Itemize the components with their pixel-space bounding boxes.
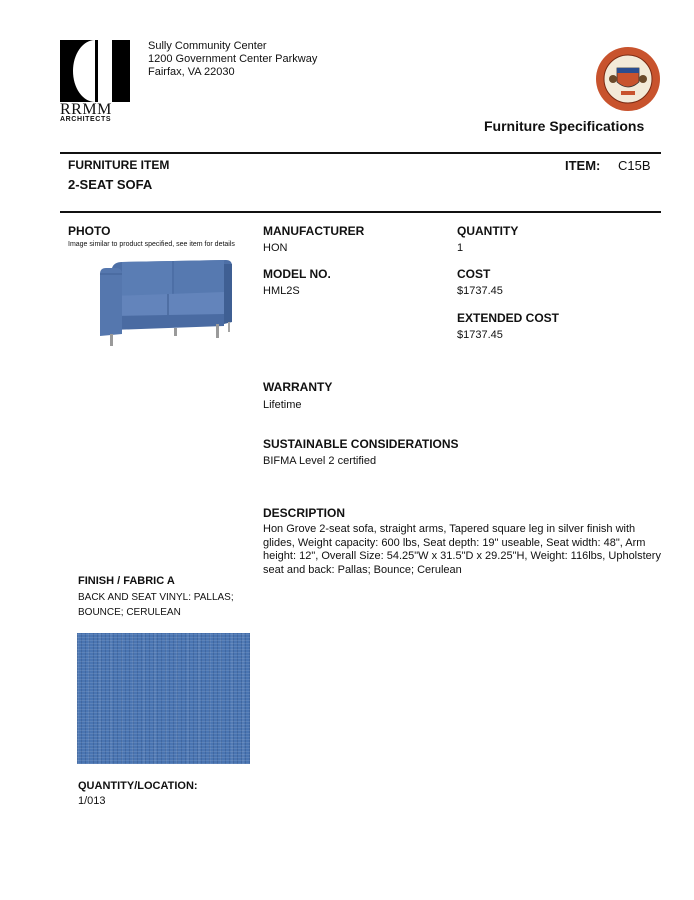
furniture-item-name: 2-SEAT SOFA — [68, 177, 153, 192]
cost-value: $1737.45 — [457, 285, 503, 297]
item-code-label: ITEM: — [565, 158, 601, 173]
logo-mark-icon — [60, 40, 130, 102]
manufacturer-value: HON — [263, 242, 288, 254]
architect-logo — [60, 40, 130, 102]
item-code: C15B — [618, 158, 651, 173]
project-address — [148, 40, 317, 79]
county-seal — [595, 46, 661, 112]
address-line: Sully Community Center — [148, 40, 267, 52]
description-label: DESCRIPTION — [263, 506, 346, 520]
county-seal-icon — [595, 46, 661, 112]
photo-label: PHOTO — [68, 224, 111, 238]
photo-note: Image similar to product specified, see item for details — [68, 241, 235, 248]
document-title: Furniture Specifications — [484, 118, 645, 134]
manufacturer-label: MANUFACTURER — [263, 224, 365, 238]
logo-subtitle: ARCHITECTS — [60, 116, 112, 123]
product-photo — [98, 256, 234, 348]
furniture-item-label: FURNITURE ITEM — [68, 158, 170, 172]
description-text: Hon Grove 2-seat sofa, straight arms, Tapered square leg in silver finish with glides, Weight capacity: 600 lbs, Seat depth: 19" useable, Seat width: 48", Arm height: 12", Overall Size: 54.25"W x 31.5"D x 29.25"H, Weight: 116lbs, Upholstery seat and back: Pallas; Bounce; Cerulean — [263, 523, 661, 576]
model-value: HML2S — [263, 285, 300, 297]
address-line: 1200 Government Center Parkway — [148, 53, 318, 65]
extended-cost-label: EXTENDED COST — [457, 311, 560, 325]
finish-label: FINISH / FABRIC A — [78, 575, 175, 587]
quantity-value: 1 — [457, 242, 464, 254]
fabric-swatch — [77, 633, 250, 764]
divider — [60, 152, 661, 154]
sofa-image — [98, 256, 234, 348]
address-line: Fairfax, VA 22030 — [148, 66, 235, 78]
extended-cost-value: $1737.45 — [457, 329, 503, 341]
warranty-value: Lifetime — [263, 399, 302, 411]
sustainable-value: BIFMA Level 2 certified — [263, 455, 377, 467]
quantity-location-label: QUANTITY/LOCATION: — [78, 780, 198, 792]
logo-wordmark: RRMM — [60, 101, 112, 118]
divider — [60, 211, 661, 213]
quantity-label: QUANTITY — [457, 224, 519, 238]
model-label: MODEL NO. — [263, 267, 331, 281]
finish-value: BACK AND SEAT VINYL: PALLAS; BOUNCE; CERULEAN — [78, 592, 234, 618]
warranty-label: WARRANTY — [263, 380, 333, 394]
cost-label: COST — [457, 267, 491, 281]
quantity-location-value: 1/013 — [78, 795, 106, 807]
sustainable-label: SUSTAINABLE CONSIDERATIONS — [263, 437, 459, 451]
